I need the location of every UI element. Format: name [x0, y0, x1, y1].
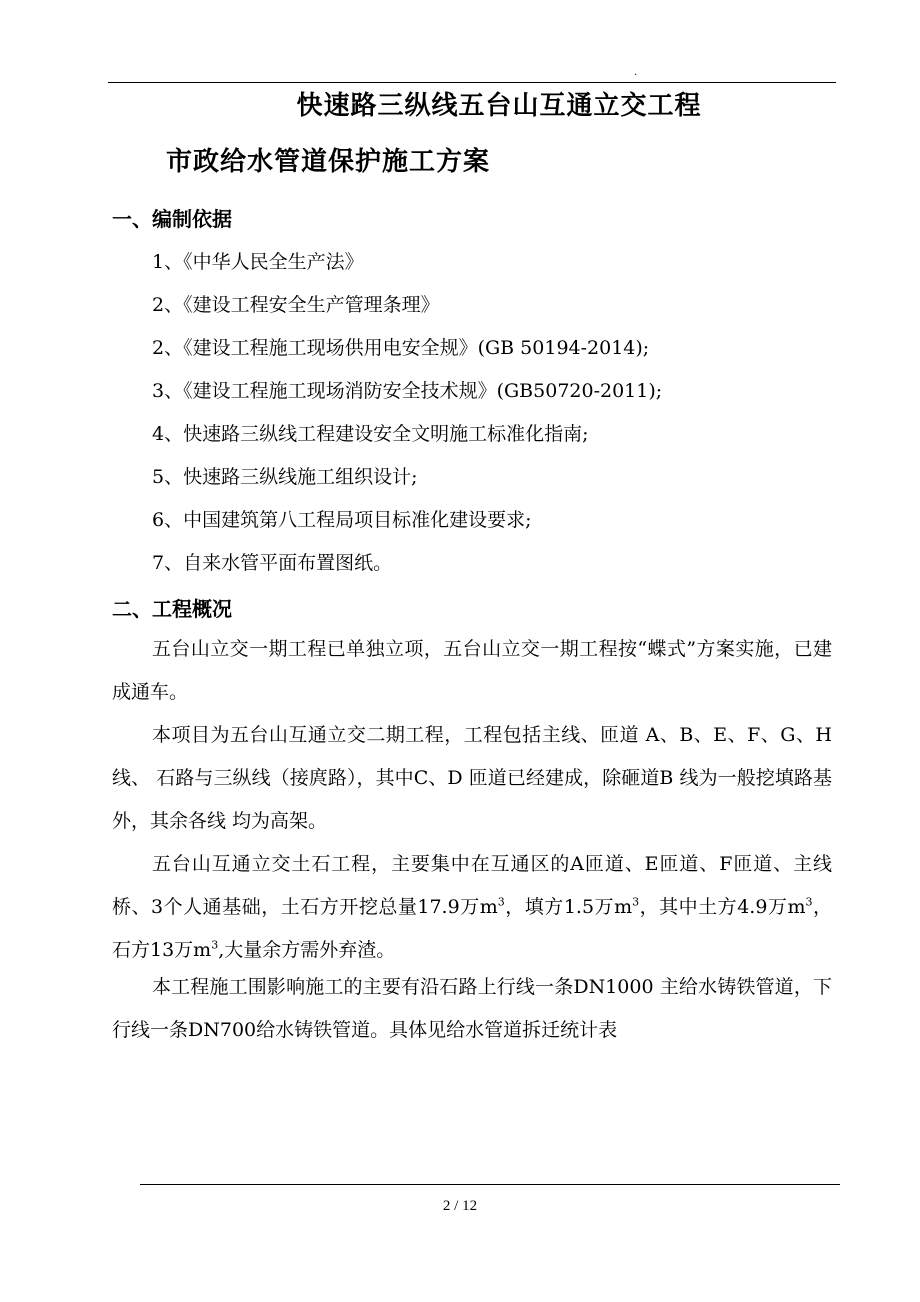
basis-item: 1、《中华人民全生产法》	[152, 251, 364, 273]
overview-paragraph-1: 五台山立交一期工程已单独立项，五台山立交一期工程按“蝶式”方案实施，已建成通车。	[112, 638, 832, 703]
basis-item: 7、自来水管平面布置图纸。	[152, 552, 393, 574]
document-subtitle: 市政给水管道保护施工方案	[166, 147, 491, 177]
basis-item: 2、《建设工程安全生产管理条理》	[152, 294, 440, 316]
header-dot: .	[634, 67, 638, 78]
document-title: 快速路三纵线五台山互通立交工程	[296, 91, 702, 121]
basis-item: 5、快速路三纵线施工组织设计;	[152, 466, 418, 488]
header-rule	[108, 82, 836, 83]
section-heading-overview: 二、工程概况	[112, 597, 232, 621]
page-number: 2 / 12	[442, 1198, 478, 1214]
basis-item: 4、快速路三纵线工程建设安全文明施工标准化指南;	[152, 423, 589, 445]
overview-paragraph-3: 五台山互通立交土石工程，主要集中在互通区的A匝道、E匝道、F匝道、主线桥、3个人通基础，土石方开挖总量17.9万$m^3$，填方1.5万$m^3$，其中土方4.9万$m^3$，石方13万$m^3$,大量余方需外弃渣。	[112, 853, 833, 961]
basis-item: 3、《建设工程施工现场消防安全技术规》(GB50720-2011);	[152, 380, 663, 402]
basis-item: 6、中国建筑第八工程局项目标准化建设要求;	[152, 509, 532, 531]
section-heading-basis: 一、编制依据	[112, 207, 232, 231]
basis-item: 2、《建设工程施工现场供用电安全规》(GB 50194-2014);	[152, 337, 650, 359]
overview-paragraph-4: 本工程施工围影响施工的主要有沿石路上行线一条DN1000 主给水铸铁管道，下行线一条DN700给水铸铁管道。具体见给水管道拆迁统计表	[112, 976, 832, 1041]
overview-paragraph-2: 本项目为五台山互通立交二期工程，工程包括主线、匝道 A、B、E、F、G、H 线、 石路与三纵线（接庹路），其中C、D 匝道已经建成，除砸道B 线为一般挖填路基外，其余各线 均为高架。	[112, 724, 832, 832]
footer-rule	[140, 1184, 840, 1185]
